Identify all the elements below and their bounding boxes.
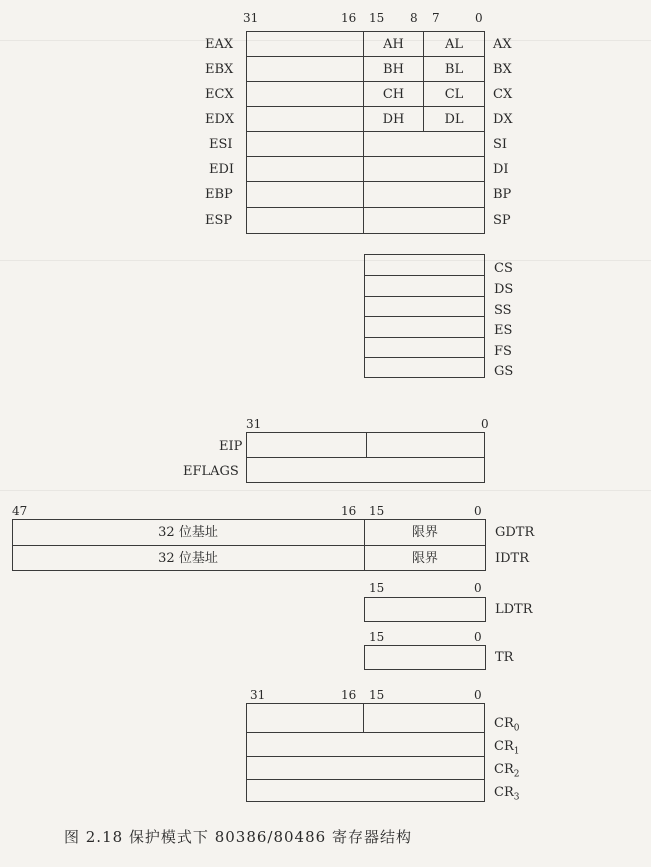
reg-ecx: ECX [205, 87, 234, 102]
tr-bit-0: 0 [474, 630, 482, 644]
gdtr-bit-16: 16 [341, 504, 357, 518]
ldtr-bit-0: 0 [474, 581, 482, 595]
reg-cs: CS [494, 261, 513, 276]
row-line [246, 207, 485, 208]
bit-16: 16 [341, 11, 357, 25]
reg-ax: AX [493, 37, 512, 52]
reg-bh: BH [383, 62, 404, 77]
row-line [246, 457, 485, 458]
reg-idtr: IDTR [495, 551, 530, 566]
eip-bit-0: 0 [481, 417, 489, 431]
gdtr-bit-0: 0 [474, 504, 482, 518]
reg-ah: AH [383, 37, 404, 52]
reg-cr1: $CR_1$ [494, 739, 520, 757]
row-line [246, 156, 485, 157]
row-line [364, 275, 485, 276]
figure-caption: 图 2.18 保护模式下 80386/80486 寄存器结构 [64, 828, 412, 846]
reg-edi: EDI [209, 162, 235, 177]
reg-cr0: $CR_0$ [494, 716, 520, 734]
background-line [0, 260, 651, 261]
bit-15: 15 [369, 11, 385, 25]
ldtr-box [364, 597, 486, 622]
reg-eax: EAX [205, 37, 234, 52]
idtr-base: 32 位基址 [158, 551, 218, 566]
divider-bit16 [363, 703, 364, 732]
reg-eip: EIP [219, 439, 243, 454]
bit-7: 7 [432, 11, 440, 25]
reg-cr2: $CR_2$ [494, 762, 520, 780]
divider-bit16 [363, 31, 364, 234]
bit-0: 0 [475, 11, 483, 25]
ldtr-bit-15: 15 [369, 581, 385, 595]
reg-cl: CL [444, 87, 464, 102]
row-line [246, 56, 485, 57]
reg-eflags: EFLAGS [183, 464, 239, 479]
tr-bit-15: 15 [369, 630, 385, 644]
tr-box [364, 645, 486, 670]
row-line [246, 106, 485, 107]
row-line [246, 779, 485, 780]
reg-bp: BP [493, 187, 512, 202]
reg-ldtr: LDTR [495, 602, 533, 617]
reg-edx: EDX [205, 112, 235, 127]
divider-bit16 [366, 432, 367, 457]
cr-bit-31: 31 [250, 688, 266, 702]
row-line [364, 296, 485, 297]
row-line [246, 131, 485, 132]
gdtr-limit: 限界 [411, 525, 438, 540]
cr-bit-15: 15 [369, 688, 385, 702]
reg-al: AL [444, 37, 464, 52]
gdtr-bit-47: 47 [12, 504, 28, 518]
row-line [364, 316, 485, 317]
reg-ss: SS [494, 303, 512, 318]
reg-di: DI [493, 162, 509, 177]
reg-cr3: $CR_3$ [494, 785, 520, 803]
row-line [12, 545, 486, 546]
reg-ebp: EBP [205, 187, 233, 202]
reg-dx: DX [493, 112, 513, 127]
reg-gdtr: GDTR [495, 525, 535, 540]
reg-es: ES [494, 323, 513, 338]
cr-bit-16: 16 [341, 688, 357, 702]
eip-bit-31: 31 [246, 417, 262, 431]
reg-bx: BX [493, 62, 512, 77]
reg-tr: TR [495, 650, 514, 665]
row-line [246, 81, 485, 82]
reg-esi: ESI [209, 137, 233, 152]
row-line [364, 357, 485, 358]
reg-bl: BL [444, 62, 464, 77]
control-register-block [246, 703, 485, 802]
reg-ds: DS [494, 282, 514, 297]
reg-dh: DH [382, 112, 405, 127]
reg-fs: FS [494, 344, 512, 359]
bit-31: 31 [243, 11, 259, 25]
row-line [246, 732, 485, 733]
gdtr-base: 32 位基址 [158, 525, 218, 540]
row-line [246, 181, 485, 182]
reg-dl: DL [444, 112, 464, 127]
row-line [246, 756, 485, 757]
reg-gs: GS [494, 364, 514, 379]
reg-esp: ESP [205, 213, 233, 228]
reg-cx: CX [493, 87, 513, 102]
gdtr-bit-15: 15 [369, 504, 385, 518]
reg-ch: CH [382, 87, 405, 102]
idtr-limit: 限界 [411, 551, 438, 566]
row-line [364, 337, 485, 338]
reg-sp: SP [493, 213, 511, 228]
background-line [0, 490, 651, 491]
bit-8: 8 [410, 11, 418, 25]
reg-si: SI [493, 137, 508, 152]
reg-ebx: EBX [205, 62, 234, 77]
cr-bit-0: 0 [474, 688, 482, 702]
